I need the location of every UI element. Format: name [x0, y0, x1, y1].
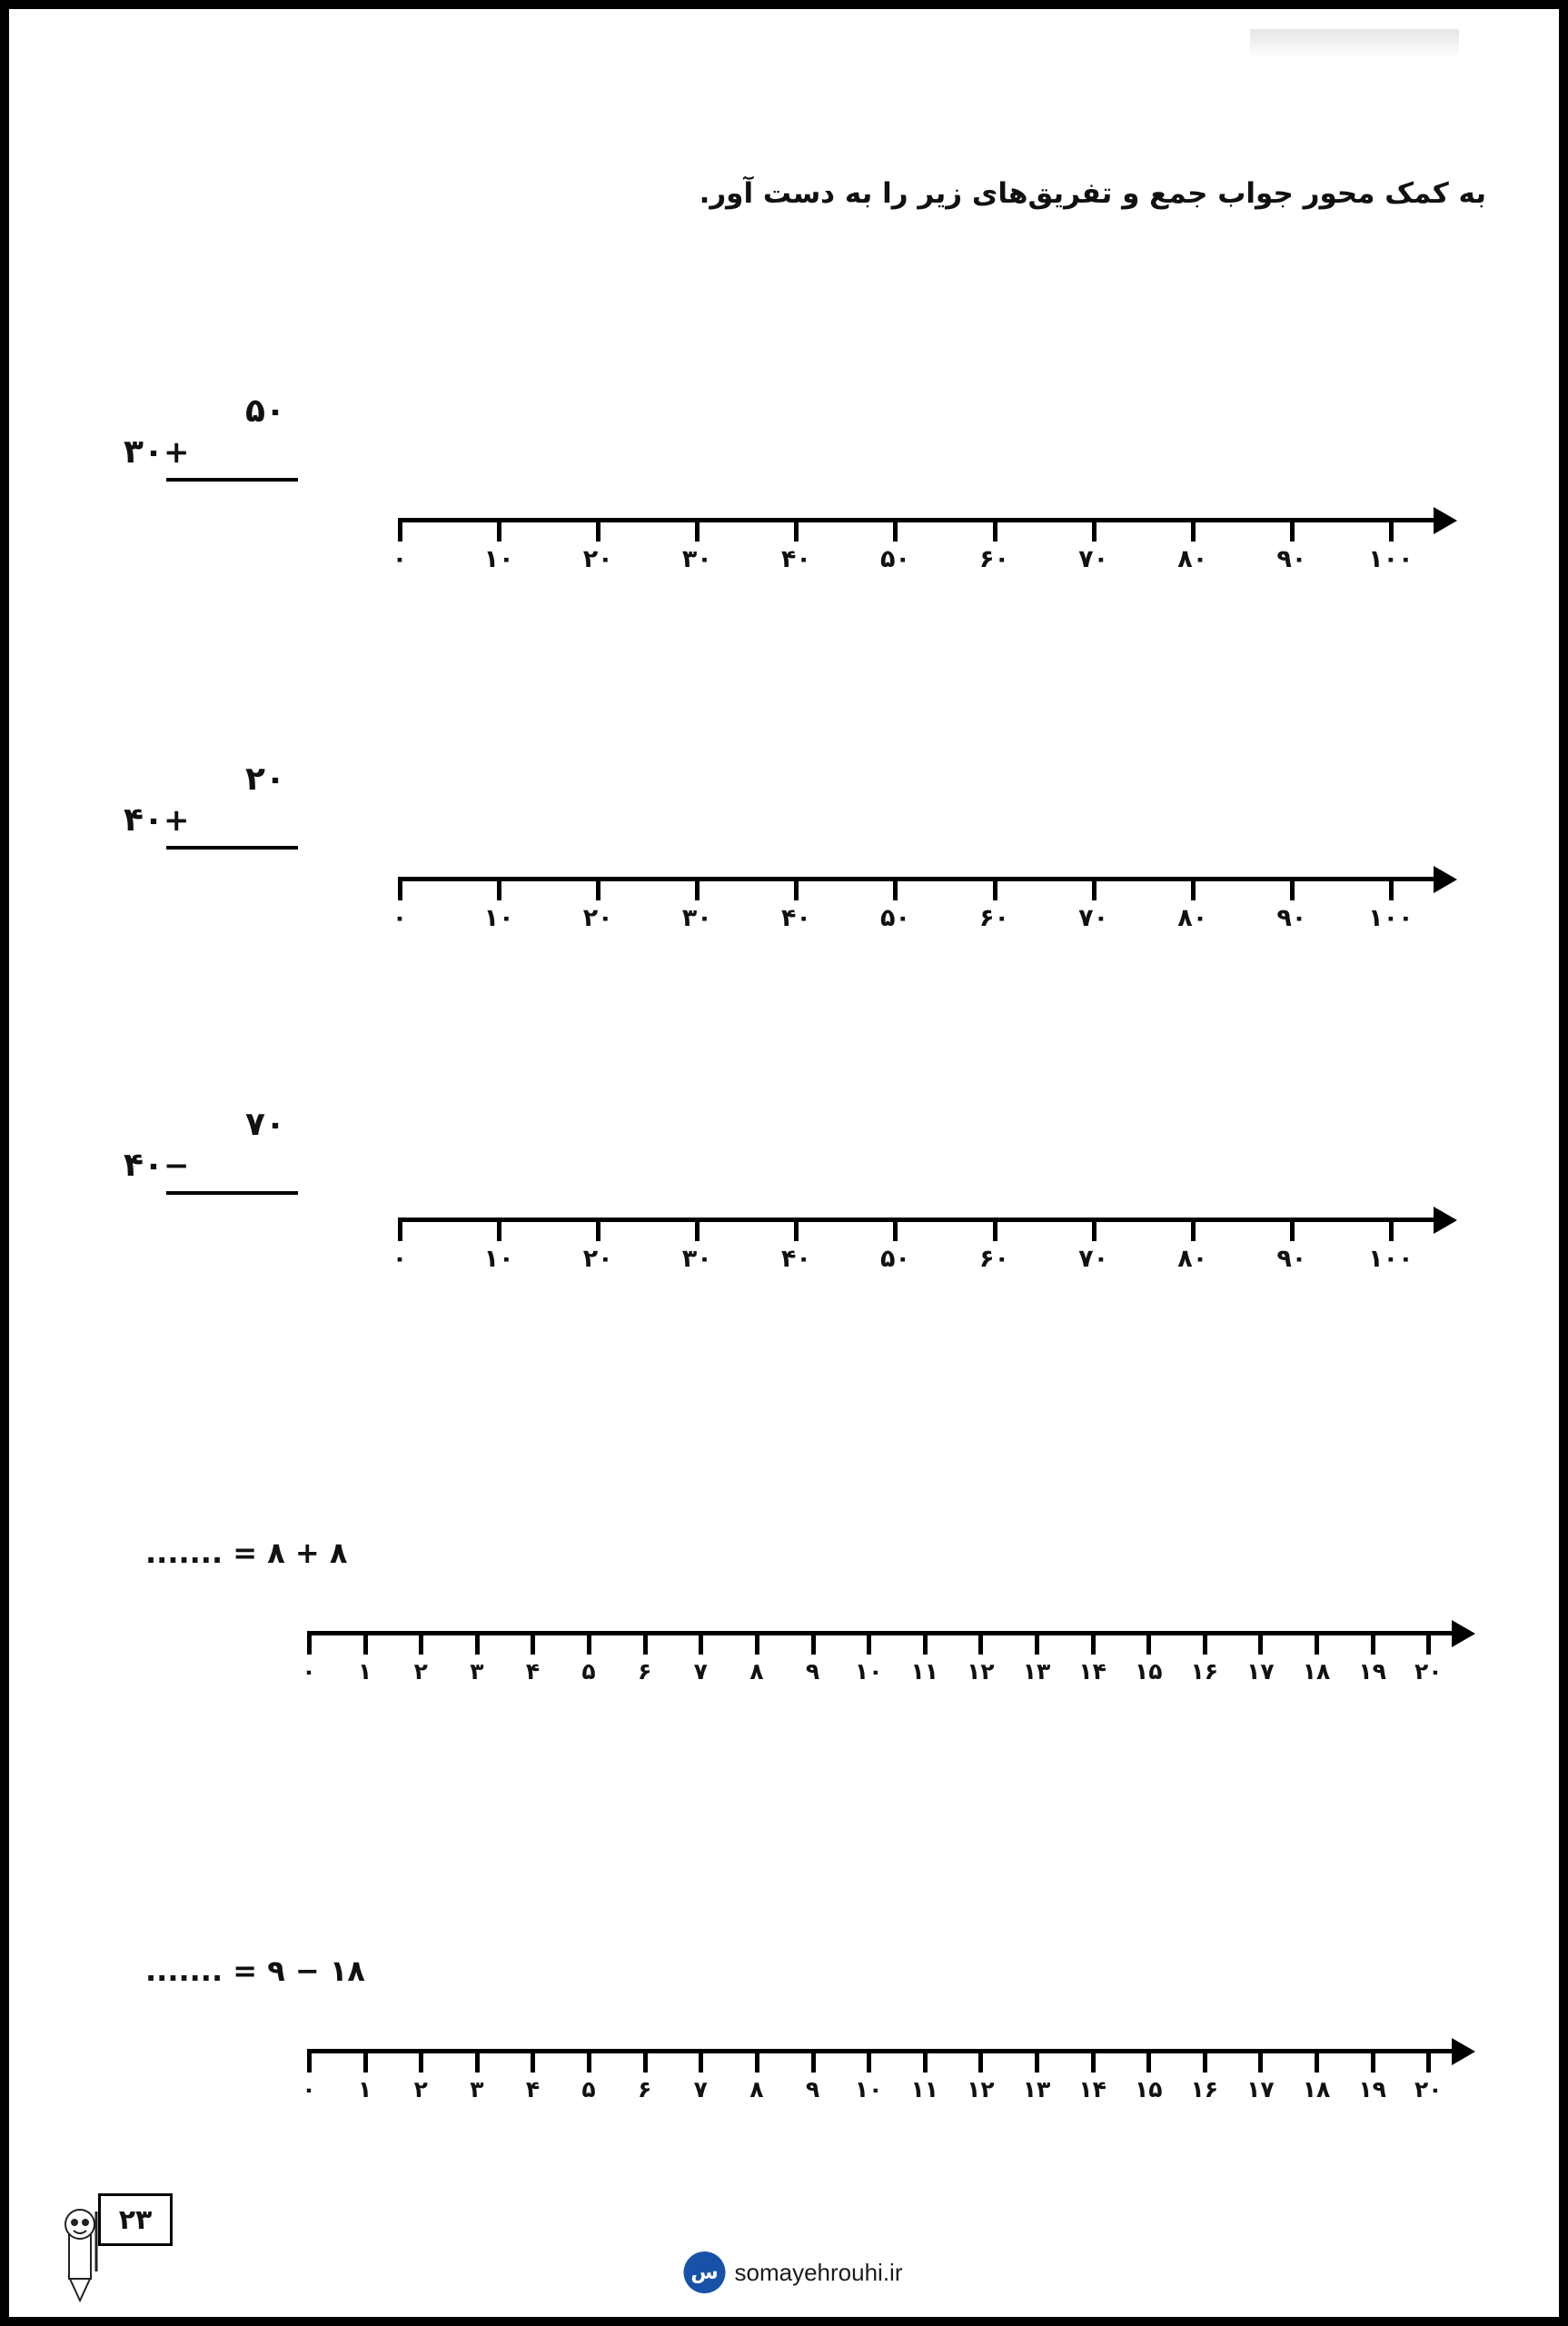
number-line-tick: [1290, 877, 1295, 900]
number-line-label: ۵۰: [879, 1245, 910, 1273]
scan-shadow: [1250, 29, 1459, 58]
number-line-tick: [587, 2049, 591, 2073]
number-line-tick: [923, 2049, 928, 2073]
number-line-label: ۶: [638, 2076, 652, 2102]
number-line-label: ۲۰: [582, 1245, 613, 1273]
arrow-right-icon: [1434, 507, 1457, 534]
number-line-label: ۵۰: [879, 545, 910, 573]
number-line-axis: [392, 1218, 1434, 1273]
vertical-problem-1-top: ۵۰: [245, 393, 285, 430]
number-line-label: ۹۰: [1276, 904, 1307, 932]
number-line-label: ۱۸: [1302, 1658, 1331, 1685]
number-line-axis: [302, 2049, 1452, 2102]
number-line-tick: [893, 518, 898, 542]
number-line-tick: [978, 2049, 983, 2073]
number-line-label: ۱۶: [1190, 2076, 1219, 2102]
number-line-tick: [1035, 1631, 1039, 1655]
number-line-label: ۲۰: [1414, 1658, 1443, 1685]
number-line-label: ۱۷: [1246, 1658, 1275, 1685]
number-line-label: ۱۹: [1358, 1658, 1386, 1685]
number-line-label: ۱۰۰: [1368, 545, 1414, 573]
number-line-label: ۳۰: [681, 1245, 712, 1273]
vertical-problem-2-bottom-row: [124, 800, 305, 840]
number-line-label: ۶۰: [979, 545, 1010, 573]
footer-site-url: somayehrouhi.ir: [734, 2258, 903, 2286]
number-line-rule: [398, 877, 1434, 881]
number-line-label: ۵: [581, 2076, 596, 2102]
number-line-label: ۸۰: [1177, 904, 1208, 932]
number-line-tick: [1258, 2049, 1263, 2073]
worksheet-sheet: [18, 18, 1568, 2326]
number-line-label: ۰: [392, 545, 408, 573]
number-line-tick: [1426, 2049, 1431, 2073]
number-line-label: ۵۰: [879, 904, 910, 932]
number-line-tick: [497, 1218, 501, 1241]
number-line-tick: [1092, 518, 1097, 542]
number-line-tick: [419, 2049, 423, 2073]
number-line-label: ۹: [805, 1658, 820, 1685]
number-line-label: ۱۴: [1078, 1658, 1107, 1685]
number-line-tick: [794, 877, 799, 900]
vertical-problem-1-operator: +: [163, 434, 192, 471]
number-line-label: ۱۳: [1022, 1658, 1051, 1685]
number-line-tick: [1203, 2049, 1207, 2073]
number-line-tick: [398, 518, 402, 542]
number-line-tick: [699, 1631, 703, 1655]
number-line-label: ۷۰: [1078, 904, 1109, 932]
number-line-tick: [695, 518, 700, 542]
number-line-label: ۴۰: [780, 904, 811, 932]
number-line-label: ۷۰: [1078, 545, 1109, 573]
vertical-problem-3-bottom: ۴۰: [124, 1147, 164, 1184]
vertical-problem-1-rule: [166, 478, 298, 482]
number-line-tick: [893, 877, 898, 900]
vertical-problem-3: [124, 1104, 305, 1195]
arrow-right-icon: [1434, 866, 1457, 893]
number-line-label: ۶: [638, 1658, 652, 1685]
number-line-tens-1: [392, 518, 1434, 573]
vertical-problem-2: [124, 759, 305, 850]
number-line-label: ۳۰: [681, 545, 712, 573]
number-line-label: ۱۰: [483, 904, 514, 932]
number-line-label: ۶۰: [979, 904, 1010, 932]
number-line-tick: [755, 2049, 759, 2073]
number-line-label: ۵: [581, 1658, 596, 1685]
number-line-tick: [1191, 518, 1196, 542]
number-line-label: ۴۰: [780, 1245, 811, 1273]
number-line-label: ۲۰: [1414, 2076, 1443, 2102]
number-line-tick: [1389, 518, 1394, 542]
number-line-label: ۳: [470, 2076, 484, 2102]
number-line-tick: [596, 1218, 600, 1241]
number-line-ones-2: [302, 2049, 1452, 2102]
number-line-tick: [867, 2049, 871, 2073]
number-line-rule: [398, 1218, 1434, 1222]
number-line-label: ۷: [693, 2076, 708, 2102]
number-line-tick: [993, 877, 997, 900]
number-line-label: ۱۸: [1302, 2076, 1331, 2102]
number-line-tick: [1091, 1631, 1096, 1655]
number-line-tick: [531, 2049, 535, 2073]
number-line-tick: [1290, 1218, 1295, 1241]
number-line-label: ۳۰: [681, 904, 712, 932]
site-logo-icon: س: [684, 2251, 726, 2293]
number-line-label: ۱۰: [854, 1658, 883, 1685]
number-line-tick: [398, 1218, 402, 1241]
number-line-tick: [1203, 1631, 1207, 1655]
vertical-problem-3-rule: [166, 1191, 298, 1195]
number-line-label: ۲۰: [582, 904, 613, 932]
number-line-label: ۰: [392, 1245, 408, 1273]
number-line-label: ۱۰۰: [1368, 1245, 1414, 1273]
number-line-tick: [1371, 2049, 1375, 2073]
number-line-tick: [1092, 877, 1097, 900]
number-line-tick: [923, 1631, 928, 1655]
number-line-tick: [1258, 1631, 1263, 1655]
number-line-tick: [1146, 2049, 1151, 2073]
number-line-tick: [811, 2049, 816, 2073]
number-line-label: ۶۰: [979, 1245, 1010, 1273]
number-line-tick: [1091, 2049, 1096, 2073]
number-line-axis: [392, 518, 1434, 573]
number-line-label: ۰: [302, 1658, 316, 1685]
vertical-problem-2-rule: [166, 846, 298, 850]
number-line-tick: [1092, 1218, 1097, 1241]
number-line-tick: [497, 518, 501, 542]
number-line-tick: [1035, 2049, 1039, 2073]
number-line-rule: [398, 518, 1434, 522]
number-line-tick: [1146, 1631, 1151, 1655]
number-line-label: ۱۳: [1022, 2076, 1051, 2102]
number-line-label: ۱۲: [967, 1658, 995, 1685]
number-line-label: ۸: [749, 2076, 764, 2102]
number-line-tick: [596, 518, 600, 542]
number-line-axis: [392, 877, 1434, 932]
number-line-label: ۱۵: [1134, 1658, 1163, 1685]
number-line-label: ۰: [302, 2076, 316, 2102]
number-line-tick: [1389, 877, 1394, 900]
vertical-problem-2-operator: +: [163, 802, 192, 839]
number-line-tick: [1191, 877, 1196, 900]
number-line-tick: [978, 1631, 983, 1655]
number-line-tick: [1426, 1631, 1431, 1655]
number-line-tick: [993, 1218, 997, 1241]
number-line-label: ۱۰: [854, 2076, 883, 2102]
arrow-right-icon: [1452, 2038, 1475, 2065]
vertical-problem-2-top: ۲۰: [245, 760, 285, 798]
number-line-label: ۱: [357, 1658, 372, 1685]
vertical-problem-1-bottom: ۳۰: [124, 433, 164, 471]
vertical-problem-1: [124, 391, 305, 482]
number-line-label: ۱۶: [1190, 1658, 1219, 1685]
number-line-tick: [893, 1218, 898, 1241]
number-line-label: ۴: [525, 1658, 541, 1685]
arrow-right-icon: [1452, 1620, 1475, 1647]
page-instruction: به کمک محور جواب جمع و تفریق‌های زیر را به دست آور.: [699, 177, 1486, 210]
number-line-label: ۱۷: [1246, 2076, 1275, 2102]
number-line-label: ۲: [413, 2076, 428, 2102]
number-line-tens-2: [392, 877, 1434, 932]
number-line-tick: [699, 2049, 703, 2073]
number-line-tick: [307, 1631, 312, 1655]
number-line-tick: [993, 518, 997, 542]
number-line-label: ۹۰: [1276, 545, 1307, 573]
number-line-tick: [1315, 2049, 1319, 2073]
number-line-tick: [419, 1631, 423, 1655]
vertical-problem-2-bottom: ۴۰: [124, 801, 164, 839]
arrow-right-icon: [1434, 1207, 1457, 1234]
footer-logo: [684, 2251, 903, 2293]
number-line-tick: [307, 2049, 312, 2073]
number-line-tick: [363, 2049, 368, 2073]
number-line-tick: [643, 2049, 648, 2073]
number-line-tick: [1191, 1218, 1196, 1241]
inline-problem-1: ۸ + ۸ = .......: [145, 1536, 348, 1570]
number-line-label: ۴۰: [780, 545, 811, 573]
number-line-tick: [1371, 1631, 1375, 1655]
number-line-label: ۰: [392, 904, 408, 932]
number-line-tick: [695, 1218, 700, 1241]
number-line-tick: [531, 1631, 535, 1655]
vertical-problem-3-bottom-row: [124, 1145, 305, 1186]
number-line-label: ۹: [805, 2076, 820, 2102]
number-line-tick: [867, 1631, 871, 1655]
number-line-label: ۸: [749, 1658, 764, 1685]
number-line-label: ۷: [693, 1658, 708, 1685]
vertical-problem-3-top: ۷۰: [245, 1106, 285, 1143]
number-line-label: ۱: [357, 2076, 372, 2102]
number-line-label: ۱۵: [1134, 2076, 1163, 2102]
vertical-problem-3-operator: −: [163, 1148, 192, 1184]
number-line-label: ۱۲: [967, 2076, 995, 2102]
number-line-tick: [1315, 1631, 1319, 1655]
number-line-label: ۱۹: [1358, 2076, 1386, 2102]
number-line-label: ۱۱: [910, 2076, 939, 2102]
number-line-label: ۸۰: [1177, 1245, 1208, 1273]
number-line-tens-3: [392, 1218, 1434, 1273]
number-line-tick: [695, 877, 700, 900]
number-line-tick: [811, 1631, 816, 1655]
number-line-label: ۹۰: [1276, 1245, 1307, 1273]
number-line-tick: [643, 1631, 648, 1655]
number-line-tick: [475, 1631, 480, 1655]
number-line-tick: [1389, 1218, 1394, 1241]
number-line-tick: [794, 518, 799, 542]
number-line-tick: [1290, 518, 1295, 542]
number-line-label: ۱۱: [910, 1658, 939, 1685]
number-line-label: ۲: [413, 1658, 428, 1685]
number-line-label: ۱۰: [483, 545, 514, 573]
inline-problem-2: ۱۸ − ۹ = .......: [145, 1953, 365, 1988]
number-line-label: ۲۰: [582, 545, 613, 573]
number-line-label: ۱۴: [1078, 2076, 1107, 2102]
number-line-tick: [475, 2049, 480, 2073]
number-line-axis: [302, 1631, 1452, 1685]
number-line-label: ۱۰۰: [1368, 904, 1414, 932]
number-line-tick: [363, 1631, 368, 1655]
number-line-label: ۱۰: [483, 1245, 514, 1273]
number-line-label: ۷۰: [1078, 1245, 1109, 1273]
number-line-tick: [794, 1218, 799, 1241]
number-line-tick: [587, 1631, 591, 1655]
number-line-tick: [398, 877, 402, 900]
number-line-label: ۴: [525, 2076, 541, 2102]
number-line-label: ۳: [470, 1658, 484, 1685]
number-line-tick: [755, 1631, 759, 1655]
vertical-problem-1-bottom-row: [124, 432, 305, 472]
number-line-label: ۸۰: [1177, 545, 1208, 573]
page-number: ۲۳: [98, 2193, 173, 2246]
number-line-tick: [596, 877, 600, 900]
number-line-ones-1: [302, 1631, 1452, 1685]
number-line-tick: [497, 877, 501, 900]
